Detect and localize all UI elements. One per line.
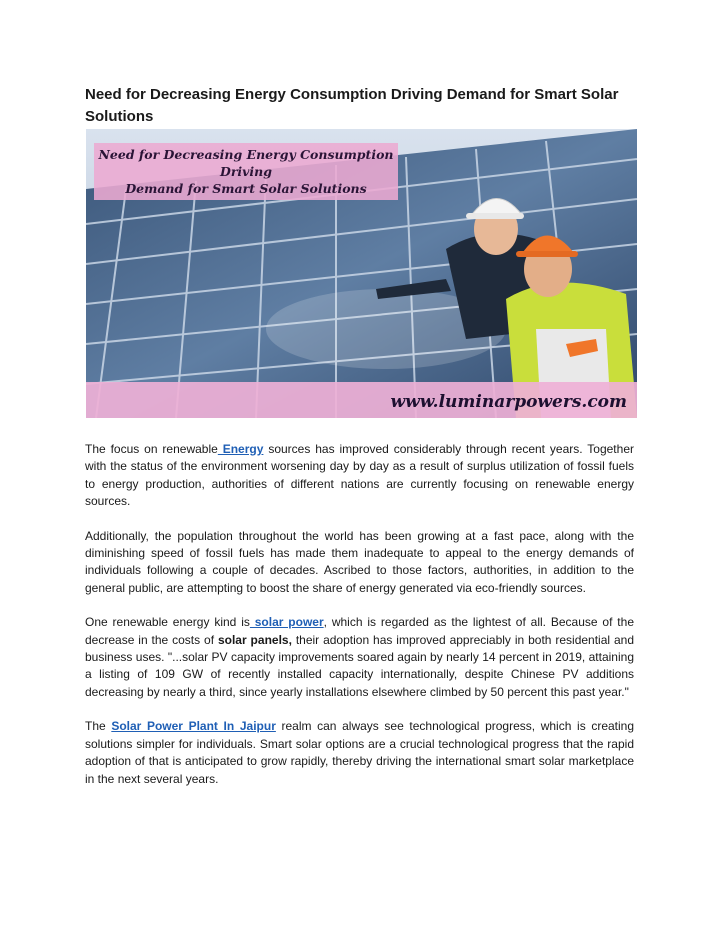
- paragraph-3-text-c: their adoption has improved appreciably in both residential and business uses. "...solar PV capacity improvements soared again by nearly 14 percent in 2019, attaining a listing of 109 GW of recently installed capacity internationally, despite Chinese PV additions decreasing by nearly a third, since yearly installations elsewhere climbed by 50 percent this past year.": [85, 632, 634, 699]
- paragraph-1-text-b: sources has improved considerably through recent years. Together with the status of the environment worsening day by day as a result of surplus utilization of fossil fuels to energy production, authorities of different nations are currently focusing on renewable energy sources.: [85, 442, 634, 509]
- hero-image: [86, 129, 637, 418]
- solar-power-plant-jaipur-link[interactable]: Solar Power Plant In Jaipur: [111, 719, 276, 734]
- energy-link[interactable]: Energy: [217, 442, 264, 456]
- paragraph-3: [85, 614, 634, 701]
- paragraph-2: Additionally, the population throughout the world has been growing at a fast pace, along with the diminishing speed of fossil fuels has made them inadequate to appeal to the energy demands of individuals following a couple of decades. Ascribed to those factors, authorities, in addition to the general public, are attempting to boost the share of energy generated via eco-friendly sources.: [85, 528, 634, 595]
- solar-panels-bold: solar panels,: [217, 632, 292, 647]
- paragraph-3-text-a: One renewable energy kind is: [85, 615, 250, 630]
- banner-line-2: Demand for Smart Solar Solutions: [125, 181, 367, 196]
- paragraph-1: [85, 441, 634, 511]
- paragraph-4-text-b: realm can always see technological progress, which is creating solutions simpler for individuals. Smart solar options are a crucial technological progress that the rapid adoption of that is anticipated to grow rapidly, thereby driving the international smart solar marketplace in the next several years.: [85, 719, 635, 786]
- paragraph-1-text-a: The focus on renewable: [85, 442, 218, 456]
- hero-banner: [94, 143, 398, 200]
- banner-line-1: Need for Decreasing Energy Consumption Driving: [98, 147, 394, 179]
- paragraph-4: [85, 718, 634, 788]
- website-url: www.luminarpowers.com: [390, 392, 627, 412]
- article-body: [85, 441, 634, 805]
- paragraph-3-text-b: , which is regarded as the lightest of all. Because of the decrease in the costs of: [85, 615, 634, 647]
- paragraph-4-text-a: The: [85, 719, 112, 734]
- document-title: Need for Decreasing Energy Consumption Driving Demand for Smart Solar Solutions: [85, 86, 619, 125]
- solar-power-link[interactable]: solar power: [249, 615, 324, 630]
